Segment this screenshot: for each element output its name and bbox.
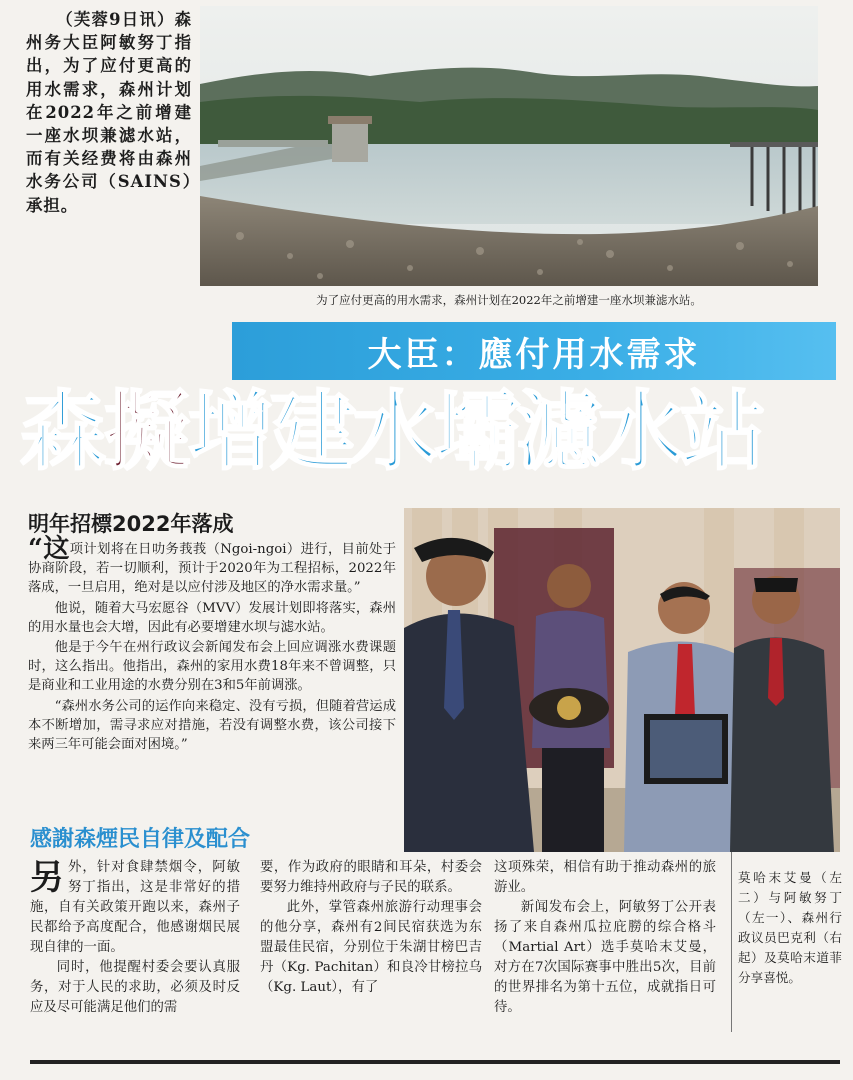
column-1-paragraph-2: 同时，他提醒村委会要认真服务，对于人民的求助，必须及时反应及尽可能满足他们的需: [30, 960, 240, 1015]
column-2-paragraph-1: 要，作为政府的眼睛和耳朵，村委会要努力维持州政府与子民的联系。: [260, 860, 482, 895]
intro-paragraph: [26, 8, 192, 217]
intro-body: 森州务大臣阿敏努丁指出，为了应付更高的用水需求，森州计划在2022年之前增建一座水坝兼滤水站，而有关经费将由森州水务公司（SAINS）承担。: [26, 10, 192, 215]
headline-part-c: 增建水壩濾水站: [188, 382, 762, 482]
paragraph-2: 他说，随着大马宏愿谷（MVV）发展计划即将落实，森州的用水量也会大增，因此有必要增建水坝与滤水站。: [28, 600, 396, 635]
headline-part-b: 擬: [104, 382, 188, 482]
paragraph-4: “森州水务公司的运作向来稳定、没有亏损，但随着营运成本不断增加，需寻求应对措施，若没有调整水费，该公司接下来两三年可能会面对困境。”: [28, 698, 396, 753]
column-2-paragraph-2: 此外，掌管森州旅游行动理事会的他分享，森州有2间民宿获选为东盟最佳民宿，分别位于朱湖甘榜巴吉丹（Kg. Pachitan）和良冷甘榜拉乌（Kg. Laut），有了: [260, 900, 482, 995]
drop-cap: 另: [30, 858, 64, 898]
section-subhead: 感謝森煙民自律及配合: [30, 827, 251, 852]
article-body: [28, 534, 396, 755]
headline-kicker: 大臣：應付用水需求: [367, 334, 701, 375]
column-divider: [731, 852, 732, 1032]
paragraph-3: 他是于今午在州行政议会新闻发布会上回应调涨水费课题时，这么指出。他指出，森州的家用水费18年来不曾调整，只是商业和工业用途的水费分别在3和5年前调涨。: [28, 640, 396, 694]
paragraph-1: 项计划将在日叻务莪莪（Ngoi-ngoi）进行，目前处于协商阶段，若一切顺利，预计于2020年为工程招标，2022年落成，一旦启用，绝对是以应付涉及地区的净水需求量。”: [28, 542, 396, 596]
text-column-2: [260, 858, 482, 998]
column-1-paragraph-1: 外，针对食肆禁烟令，阿敏努丁指出，这是非常好的措施，自有关政策开跑以来，森州子民都给予高度配合，他感谢烟民展现自律的一面。: [30, 860, 240, 955]
bottom-rule: [30, 1060, 840, 1064]
column-3-paragraph-1: 这项殊荣，相信有助于推动森州的旅游业。: [494, 860, 716, 895]
text-column-3: [494, 858, 716, 1018]
dam-reservoir-photo: [200, 6, 818, 286]
text-column-1: [30, 858, 240, 1018]
headline-part-a: 森: [20, 382, 104, 482]
article-subhead: 明年招標2022年落成: [28, 512, 234, 536]
ceremony-photo-caption: 莫哈末艾曼（左二）与阿敏努丁（左一）、森州行政议员巴克利（右起）及莫哈末道菲分享喜悦。: [738, 870, 842, 985]
photo-caption: 为了应付更高的用水需求，森州计划在2022年之前增建一座水坝兼滤水站。: [316, 293, 702, 307]
ceremony-photo: [404, 508, 840, 852]
main-headline: [20, 382, 840, 482]
intro-lead: （芙蓉9日讯）: [56, 10, 175, 29]
opening-quote: “这: [28, 534, 70, 564]
column-3-paragraph-2: 新闻发布会上，阿敏努丁公开表扬了来自森州瓜拉庇朥的综合格斗（Martial Art）选手莫哈末艾曼，对方在7次国际赛事中胜出5次，目前的世界排名为第十五位，成就指日可待。: [494, 900, 716, 1015]
